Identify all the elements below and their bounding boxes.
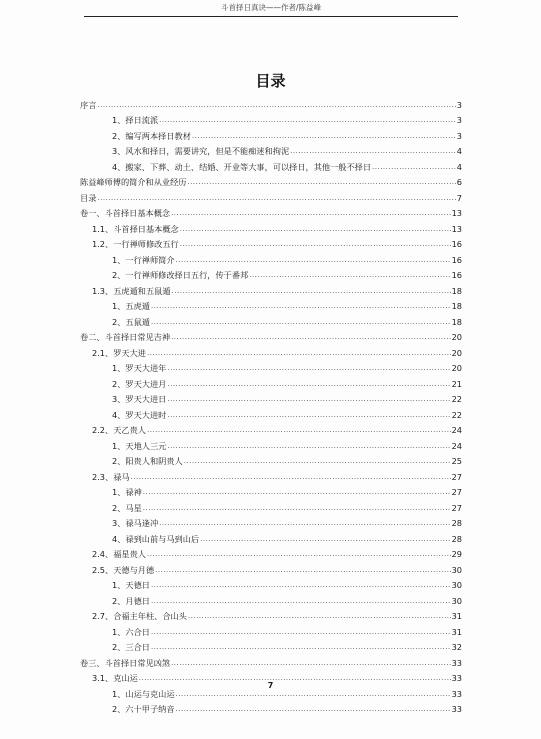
toc-entry[interactable]: [80, 94, 462, 110]
toc-entry-page: 6: [456, 177, 462, 187]
toc-entry-page: 22: [451, 394, 462, 404]
dot-leader: [151, 596, 451, 606]
toc-entry[interactable]: [80, 327, 462, 343]
dot-leader: [171, 332, 451, 342]
toc-entry-page: 3: [456, 130, 462, 141]
toc-entry-title: 1.2、一行禅师修改五行: [92, 239, 179, 249]
toc-entry[interactable]: [80, 420, 462, 436]
toc-entry-page: 27: [451, 502, 462, 513]
toc-entry[interactable]: [80, 575, 462, 591]
toc-entry-page: 33: [451, 657, 462, 668]
toc-entry-title: 3.1、克山运: [92, 673, 138, 683]
toc-entry[interactable]: [80, 544, 462, 560]
page-title: 目录: [255, 72, 286, 90]
table-of-contents: [80, 94, 462, 714]
dot-leader: [151, 301, 451, 311]
running-header-text: 斗首择日真诀——作者/陈益峰: [220, 3, 322, 12]
toc-entry[interactable]: [80, 125, 462, 141]
running-header: [84, 0, 458, 17]
toc-entry-title: 3、罗天大进日: [112, 394, 167, 404]
toc-entry-title: 2、六十甲子纳音: [112, 704, 175, 714]
toc-entry-page: 30: [451, 595, 462, 606]
toc-entry-title: 4、搬家、下葬、动土、结婚、开业等大事，可以择日，其他一般不择日: [112, 161, 372, 172]
dot-leader: [200, 534, 450, 544]
toc-entry-page: 30: [451, 580, 462, 590]
toc-entry-title: 2.7、合福主年柱、合山头: [92, 611, 187, 621]
toc-entry-title: 4、禄到山前与马到山后: [112, 533, 200, 544]
toc-entry-title: 卷一、斗首择日基本概念: [80, 208, 171, 218]
toc-entry-page: 18: [451, 285, 462, 296]
toc-entry-page: 28: [451, 533, 462, 544]
toc-entry[interactable]: [80, 187, 462, 203]
toc-entry-page: 20: [451, 363, 462, 373]
toc-entry-title: 序言: [80, 99, 97, 110]
toc-entry-title: 2、罗天大进月: [112, 378, 167, 389]
toc-entry-title: 3、禄马逢冲: [112, 518, 159, 528]
toc-entry-title: 2、编写两本择日教材: [112, 130, 191, 141]
toc-entry-page: 32: [451, 642, 462, 652]
page-number: 7: [267, 681, 274, 690]
dot-leader: [97, 193, 455, 203]
dot-leader: [151, 317, 451, 327]
dot-leader: [167, 363, 450, 373]
toc-entry-page: 13: [451, 223, 462, 234]
toc-entry-title: 2、阳贵人和阴贵人: [112, 456, 183, 466]
toc-entry-page: 4: [456, 146, 462, 156]
toc-entry-page: 27: [451, 471, 462, 482]
toc-entry-title: 2.1、罗天大进: [92, 347, 146, 358]
toc-entry-page: 16: [451, 239, 462, 249]
toc-entry[interactable]: [80, 699, 462, 715]
dot-leader: [176, 689, 451, 699]
toc-entry-title: 1.3、五虎遁和五鼠遁: [92, 285, 171, 296]
dot-leader: [159, 518, 450, 528]
toc-entry[interactable]: [80, 311, 462, 327]
toc-entry[interactable]: [80, 606, 462, 622]
toc-entry-title: 1、禄神: [112, 487, 142, 497]
toc-entry-page: 28: [451, 518, 462, 528]
toc-entry-title: 1、六合日: [112, 626, 150, 637]
dot-leader: [167, 379, 450, 389]
dot-leader: [180, 239, 451, 249]
toc-entry[interactable]: [80, 296, 462, 312]
dot-leader: [176, 255, 451, 265]
dot-leader: [171, 658, 451, 668]
dot-leader: [147, 348, 451, 358]
dot-leader: [184, 456, 451, 466]
toc-entry[interactable]: [80, 141, 462, 157]
toc-entry[interactable]: [80, 172, 462, 188]
toc-entry-page: 31: [451, 611, 462, 621]
dot-leader: [167, 394, 450, 404]
toc-entry[interactable]: [80, 110, 462, 126]
toc-entry-page: 33: [451, 673, 462, 683]
dot-leader: [290, 146, 456, 156]
toc-entry[interactable]: [80, 590, 462, 606]
toc-entry-page: 3: [456, 115, 462, 125]
toc-entry[interactable]: [80, 482, 462, 498]
toc-entry[interactable]: [80, 652, 462, 668]
toc-entry-title: 2、月德日: [112, 595, 150, 606]
toc-entry[interactable]: [80, 621, 462, 637]
toc-entry[interactable]: [80, 528, 462, 544]
toc-entry[interactable]: [80, 156, 462, 172]
toc-entry-title: 2、马星: [112, 502, 142, 513]
toc-entry[interactable]: [80, 234, 462, 250]
toc-entry[interactable]: [80, 342, 462, 358]
toc-entry-page: 18: [451, 301, 462, 311]
toc-entry-page: 25: [451, 456, 462, 466]
toc-entry[interactable]: [80, 435, 462, 451]
dot-leader: [192, 131, 456, 141]
toc-entry[interactable]: [80, 280, 462, 296]
toc-entry-page: 21: [451, 378, 462, 389]
toc-entry-title: 卷二、斗首择日常见吉神: [80, 332, 171, 342]
toc-entry[interactable]: [80, 373, 462, 389]
toc-entry[interactable]: [80, 358, 462, 374]
toc-entry-page: 30: [451, 564, 462, 575]
toc-entry-title: 2、一行禅师修改择日五行，传于番邦: [112, 270, 249, 280]
dot-leader: [97, 100, 455, 110]
dot-leader: [172, 286, 451, 296]
dot-leader: [131, 472, 451, 482]
toc-entry-title: 1、天地人三元: [112, 440, 167, 451]
toc-entry-title: 2.5、天德与月德: [92, 564, 155, 575]
toc-entry-page: 27: [451, 487, 462, 497]
toc-entry-page: 29: [451, 549, 462, 559]
dot-leader: [159, 115, 456, 125]
toc-entry-title: 2.4、福星贵人: [92, 549, 146, 559]
toc-entry[interactable]: [80, 218, 462, 234]
dot-leader: [372, 162, 456, 172]
toc-entry[interactable]: [80, 451, 462, 467]
dot-leader: [180, 224, 451, 234]
toc-entry-page: 4: [456, 161, 462, 172]
toc-entry-title: 目录: [80, 192, 97, 203]
toc-entry-title: 2.2、天乙贵人: [92, 425, 146, 435]
toc-entry-title: 1、山运与克山运: [112, 688, 175, 699]
toc-entry[interactable]: [80, 466, 462, 482]
dot-leader: [167, 410, 450, 420]
toc-entry-page: 33: [451, 688, 462, 699]
toc-entry-title: 1、罗天大进年: [112, 363, 167, 373]
dot-leader: [147, 549, 451, 559]
toc-entry-title: 1、一行禅师简介: [112, 254, 175, 265]
toc-entry-title: 1.1、斗首择日基本概念: [92, 223, 179, 234]
toc-entry-page: 33: [451, 704, 462, 714]
toc-entry-page: 24: [451, 440, 462, 451]
toc-entry-page: 22: [451, 409, 462, 420]
dot-leader: [151, 627, 451, 637]
toc-entry-page: 16: [451, 254, 462, 265]
dot-leader: [249, 270, 450, 280]
toc-entry[interactable]: [80, 203, 462, 219]
toc-entry-title: 3、风水和择日，需要讲究，但是不能痴迷和拘泥: [112, 146, 290, 156]
toc-entry-page: 31: [451, 626, 462, 637]
dot-leader: [171, 208, 451, 218]
toc-entry[interactable]: [80, 389, 462, 405]
toc-entry-title: 1、天德日: [112, 580, 150, 590]
toc-entry-page: 16: [451, 270, 462, 280]
dot-leader: [143, 503, 451, 513]
toc-entry-page: 24: [451, 425, 462, 435]
toc-entry[interactable]: [80, 637, 462, 653]
dot-leader: [147, 425, 451, 435]
dot-leader: [151, 580, 451, 590]
toc-entry-page: 20: [451, 347, 462, 358]
toc-entry-page: 3: [456, 99, 462, 110]
dot-leader: [188, 611, 451, 621]
toc-entry-title: 卷三、斗首择日常见凶煞: [80, 657, 171, 668]
toc-entry-page: 18: [451, 316, 462, 327]
toc-entry-title: 陈益峰师傅的简介和从业经历: [80, 177, 187, 187]
toc-entry-title: 1、五虎遁: [112, 301, 150, 311]
toc-entry[interactable]: [80, 497, 462, 513]
toc-entry[interactable]: [80, 559, 462, 575]
toc-entry-title: 2、三合日: [112, 642, 150, 652]
toc-entry-title: 4、罗天大进时: [112, 409, 167, 420]
dot-leader: [176, 704, 451, 714]
toc-entry-title: 1、择日流派: [112, 115, 159, 125]
dot-leader: [187, 177, 455, 187]
dot-leader: [143, 487, 451, 497]
dot-leader: [155, 565, 450, 575]
toc-entry-page: 7: [456, 192, 462, 203]
toc-entry-title: 2.3、禄马: [92, 471, 130, 482]
toc-entry[interactable]: [80, 404, 462, 420]
toc-entry-page: 13: [451, 208, 462, 218]
toc-entry[interactable]: [80, 513, 462, 529]
toc-entry-title: 2、五鼠遁: [112, 316, 150, 327]
dot-leader: [167, 441, 450, 451]
toc-entry-page: 20: [451, 332, 462, 342]
toc-entry[interactable]: [80, 265, 462, 281]
dot-leader: [151, 642, 451, 652]
toc-entry[interactable]: [80, 249, 462, 265]
